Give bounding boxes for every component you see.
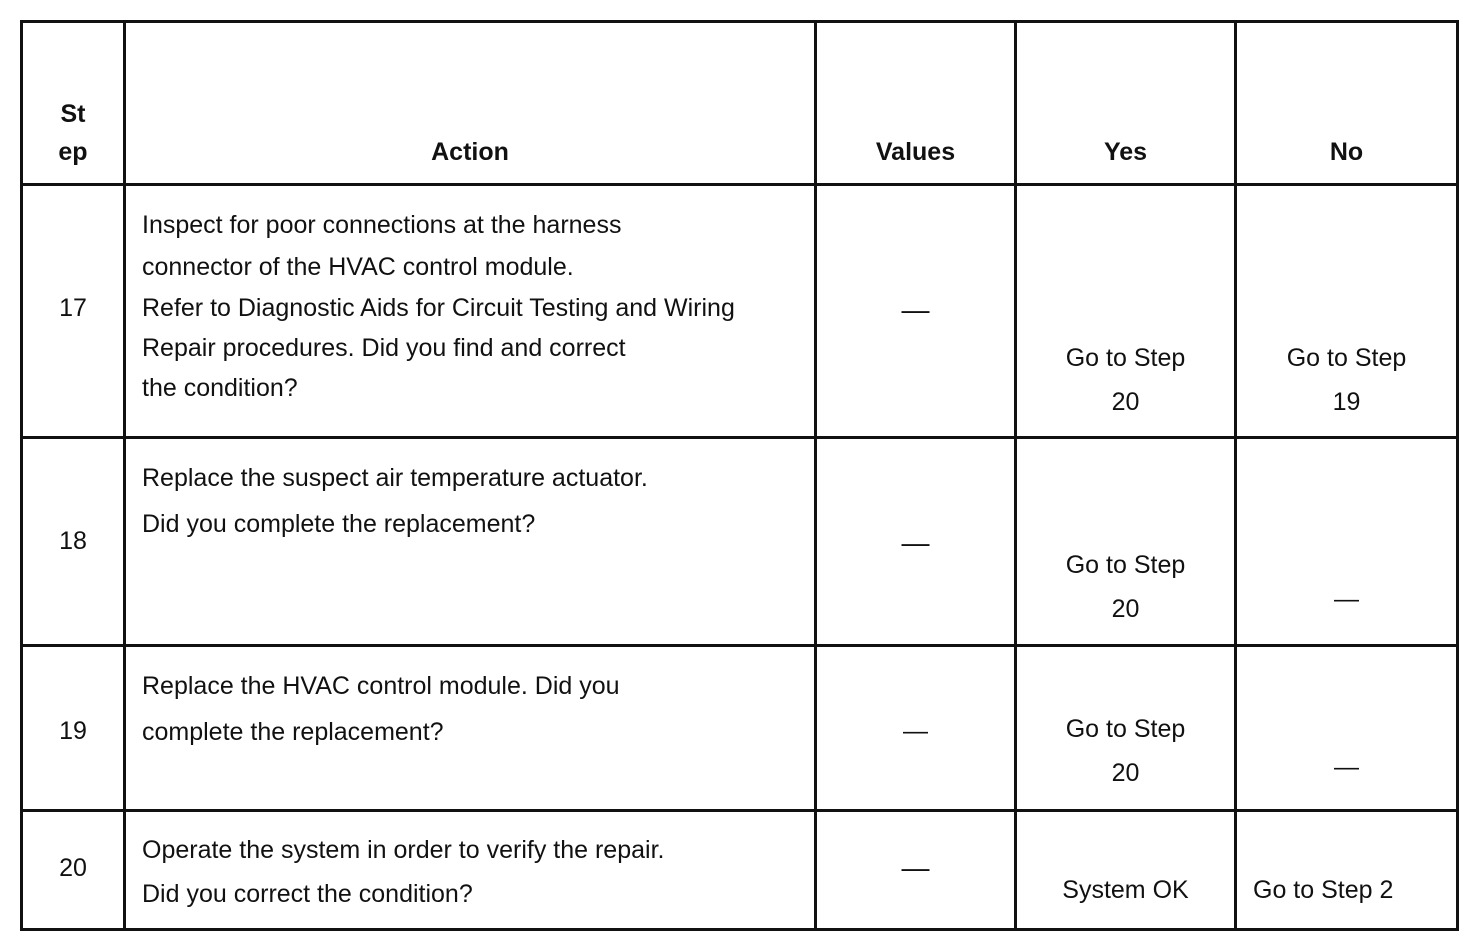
values-cell: —	[816, 811, 1016, 930]
action-header: Action	[125, 22, 816, 185]
step-cell: 19	[22, 646, 125, 811]
no-header: No	[1236, 22, 1458, 185]
action-cell	[125, 438, 816, 646]
no-cell: —	[1236, 438, 1458, 646]
action-line: Did you complete the replacement?	[142, 510, 536, 538]
yes-header: Yes	[1016, 22, 1236, 185]
values-cell: —	[816, 646, 1016, 811]
table-row	[22, 438, 1458, 646]
table-row	[22, 811, 1458, 930]
no-cell: Go to Step 2	[1236, 811, 1458, 930]
header-row	[22, 22, 1458, 185]
action-line: Did you correct the condition?	[142, 880, 473, 908]
action-line: Operate the system in order to verify the repair.	[142, 836, 665, 864]
action-cell	[125, 646, 816, 811]
no-cell: —	[1236, 646, 1458, 811]
values-header: Values	[816, 22, 1016, 185]
action-cell	[125, 185, 816, 438]
yes-cell: System OK	[1016, 811, 1236, 930]
action-line: connector of the HVAC control module.	[142, 253, 574, 281]
step-cell: 17	[22, 185, 125, 438]
step-cell: 20	[22, 811, 125, 930]
step-cell: 18	[22, 438, 125, 646]
action-line: Repair procedures. Did you find and correct	[142, 334, 626, 362]
yes-cell: Go to Step 20	[1016, 438, 1236, 646]
action-line: the condition?	[142, 374, 298, 402]
values-cell: —	[816, 438, 1016, 646]
table-row	[22, 185, 1458, 438]
step-header: St ep	[22, 22, 125, 185]
yes-cell: Go to Step 20	[1016, 646, 1236, 811]
action-cell	[125, 811, 816, 930]
action-line: Inspect for poor connections at the harness	[142, 211, 622, 239]
action-line: Replace the HVAC control module. Did you	[142, 672, 620, 700]
action-line: complete the replacement?	[142, 718, 444, 746]
table-row	[22, 646, 1458, 811]
no-cell: Go to Step 19	[1236, 185, 1458, 438]
action-line: Replace the suspect air temperature actuator.	[142, 464, 648, 492]
diagnostic-table	[20, 20, 1459, 931]
action-line: Refer to Diagnostic Aids for Circuit Testing and Wiring	[142, 294, 735, 322]
values-cell: —	[816, 185, 1016, 438]
yes-cell: Go to Step 20	[1016, 185, 1236, 438]
